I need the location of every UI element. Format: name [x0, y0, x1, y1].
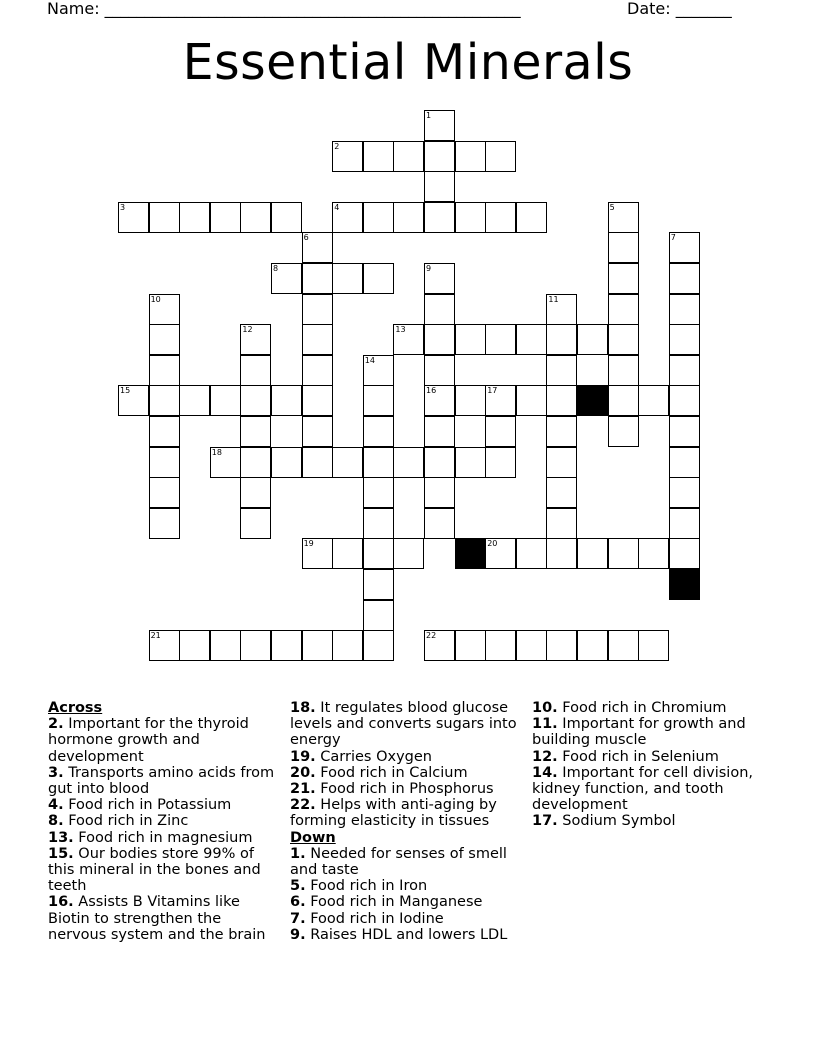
grid-cell[interactable]	[179, 202, 210, 233]
clue-item	[290, 894, 526, 910]
grid-cell[interactable]	[485, 538, 516, 569]
grid-cell[interactable]	[363, 141, 394, 172]
clue-number-label: 2	[334, 141, 340, 151]
clue-column-3	[532, 700, 772, 830]
clue-text: Transports amino acids from gut into blood	[48, 764, 275, 798]
clue-item	[290, 700, 526, 749]
grid-cell[interactable]	[669, 385, 700, 416]
grid-cell[interactable]	[424, 385, 455, 416]
grid-cell[interactable]	[393, 447, 424, 478]
grid-cell[interactable]	[363, 355, 394, 386]
clue-number: 12.	[532, 748, 558, 765]
grid-cell[interactable]	[546, 630, 577, 661]
grid-cell[interactable]	[302, 538, 333, 569]
clue-number: 8.	[48, 813, 64, 830]
clue-item	[48, 716, 276, 765]
grid-cell[interactable]	[485, 630, 516, 661]
grid-cell[interactable]	[424, 447, 455, 478]
clue-text: Raises HDL and lowers LDL	[305, 926, 508, 943]
grid-cell[interactable]	[546, 385, 577, 416]
grid-cell[interactable]	[455, 630, 486, 661]
grid-cell[interactable]	[210, 202, 241, 233]
clue-number-label: 21	[150, 631, 161, 641]
clue-item	[48, 830, 276, 846]
grid-cell[interactable]	[546, 477, 577, 508]
clue-number-label: 22	[426, 631, 437, 641]
grid-cell[interactable]	[546, 447, 577, 478]
clue-text: Food rich in Chromium	[557, 700, 727, 716]
grid-cell[interactable]	[302, 355, 333, 386]
clue-number-label: 12	[242, 325, 253, 335]
grid-cell[interactable]	[485, 416, 516, 447]
grid-cell[interactable]	[424, 416, 455, 447]
grid-cell[interactable]	[424, 110, 455, 141]
grid-cell[interactable]	[393, 324, 424, 355]
clue-number-label: 1	[426, 111, 432, 120]
grid-cell[interactable]	[302, 263, 333, 294]
clue-item	[290, 846, 526, 878]
grid-cell[interactable]	[271, 385, 302, 416]
clue-number: 11.	[532, 716, 558, 733]
clue-text: Food rich in Phosphorus	[315, 781, 494, 798]
grid-cell[interactable]	[240, 508, 271, 539]
clue-number-label: 4	[334, 202, 340, 212]
clue-item	[532, 749, 772, 765]
grid-cell[interactable]	[424, 202, 455, 233]
clue-text: Food rich in Iron	[305, 878, 428, 895]
grid-cell[interactable]	[516, 202, 547, 233]
grid-cell[interactable]	[240, 447, 271, 478]
grid-cell[interactable]	[240, 385, 271, 416]
clue-text: Food rich in magnesium	[73, 829, 253, 846]
clue-text: Needed for senses of smell and taste	[290, 845, 507, 879]
clue-number: 5.	[290, 878, 306, 895]
grid-cell[interactable]	[332, 630, 363, 661]
grid-cell[interactable]	[455, 447, 486, 478]
clue-number-label: 17	[487, 386, 498, 396]
grid-cell[interactable]	[455, 385, 486, 416]
clue-item	[290, 765, 526, 781]
grid-cell[interactable]	[210, 385, 241, 416]
grid-cell[interactable]	[363, 630, 394, 661]
grid-cell[interactable]	[149, 447, 180, 478]
grid-cell[interactable]	[608, 355, 639, 386]
grid-cell[interactable]	[302, 416, 333, 447]
grid-cell[interactable]	[302, 630, 333, 661]
clue-number-label: 19	[303, 539, 314, 549]
grid-cell[interactable]	[546, 416, 577, 447]
grid-cell[interactable]	[485, 202, 516, 233]
clue-number: 10.	[532, 700, 558, 716]
clue-text: Sodium Symbol	[557, 813, 676, 830]
clue-text: Important for growth and building muscle	[532, 716, 746, 749]
grid-cell[interactable]	[271, 630, 302, 661]
grid-cell[interactable]	[638, 385, 669, 416]
grid-cell[interactable]	[516, 385, 547, 416]
grid-cell[interactable]	[363, 263, 394, 294]
grid-cell[interactable]	[424, 508, 455, 539]
grid-cell[interactable]	[118, 202, 149, 233]
grid-cell[interactable]	[271, 447, 302, 478]
grid-cell[interactable]	[240, 355, 271, 386]
grid-cell[interactable]	[363, 538, 394, 569]
grid-cell[interactable]	[363, 477, 394, 508]
page-title: Essential Minerals	[182, 34, 634, 91]
grid-cell[interactable]	[608, 385, 639, 416]
grid-cell[interactable]	[608, 416, 639, 447]
clue-column-2	[290, 700, 526, 943]
grid-cell[interactable]	[179, 385, 210, 416]
grid-cell[interactable]	[149, 324, 180, 355]
grid-cell[interactable]	[240, 202, 271, 233]
grid-cell[interactable]	[302, 447, 333, 478]
clue-number-label: 14	[364, 355, 375, 365]
clue-number: 14.	[532, 764, 558, 781]
clue-text: Food rich in Potassium	[63, 797, 232, 814]
clue-item	[290, 878, 526, 894]
clue-text: Food rich in Iodine	[305, 910, 444, 927]
grid-cell[interactable]	[546, 355, 577, 386]
grid-cell[interactable]	[669, 294, 700, 325]
clue-number: 15.	[48, 845, 74, 862]
grid-cell[interactable]	[577, 324, 608, 355]
grid-cell[interactable]	[240, 416, 271, 447]
clue-number: 2.	[48, 716, 64, 733]
grid-cell[interactable]	[455, 202, 486, 233]
grid-cell[interactable]	[118, 385, 149, 416]
grid-cell[interactable]	[485, 385, 516, 416]
grid-cell[interactable]	[302, 232, 333, 263]
grid-cell[interactable]	[363, 447, 394, 478]
across-heading: Across	[48, 700, 103, 716]
black-cell	[577, 385, 608, 416]
clue-number-label: 10	[150, 294, 161, 304]
grid-cell[interactable]	[485, 141, 516, 172]
name-field-label: Name: ____________________________________________________	[47, 0, 521, 18]
grid-cell[interactable]	[455, 141, 486, 172]
grid-cell[interactable]	[149, 385, 180, 416]
clue-text: Food rich in Zinc	[63, 813, 189, 830]
clue-item	[48, 813, 276, 829]
grid-cell[interactable]	[424, 294, 455, 325]
date-field-label: Date: _______	[627, 0, 732, 18]
clue-item	[290, 749, 526, 765]
grid-cell[interactable]	[608, 538, 639, 569]
clue-number: 9.	[290, 926, 306, 943]
clue-item	[532, 716, 772, 748]
down-heading: Down	[290, 829, 336, 846]
clue-item	[290, 911, 526, 927]
grid-cell[interactable]	[149, 416, 180, 447]
grid-cell[interactable]	[485, 447, 516, 478]
grid-cell[interactable]	[669, 447, 700, 478]
grid-cell[interactable]	[638, 630, 669, 661]
clue-number: 20.	[290, 764, 316, 781]
grid-cell[interactable]	[516, 538, 547, 569]
clue-number-label: 7	[670, 233, 676, 243]
grid-cell[interactable]	[608, 294, 639, 325]
grid-cell[interactable]	[608, 324, 639, 355]
grid-cell[interactable]	[424, 630, 455, 661]
grid-cell[interactable]	[210, 630, 241, 661]
clue-text: Carries Oxygen	[315, 748, 432, 765]
clue-number: 6.	[290, 894, 306, 911]
clue-number-label: 13	[395, 325, 406, 335]
clue-number-label: 16	[426, 386, 437, 396]
grid-cell[interactable]	[424, 324, 455, 355]
grid-cell[interactable]	[210, 447, 241, 478]
grid-cell[interactable]	[669, 355, 700, 386]
grid-cell[interactable]	[332, 447, 363, 478]
clue-number-label: 9	[426, 264, 432, 273]
grid-cell[interactable]	[149, 355, 180, 386]
grid-cell[interactable]	[424, 477, 455, 508]
clue-number-label: 18	[211, 447, 222, 457]
grid-cell[interactable]	[669, 232, 700, 263]
grid-cell[interactable]	[363, 416, 394, 447]
grid-cell[interactable]	[332, 202, 363, 233]
grid-cell[interactable]	[669, 416, 700, 447]
clue-text: Food rich in Selenium	[557, 748, 719, 765]
grid-cell[interactable]	[332, 538, 363, 569]
clue-text: Helps with anti-aging by forming elasticity in tissues	[290, 797, 497, 830]
grid-cell[interactable]	[669, 477, 700, 508]
grid-cell[interactable]	[149, 202, 180, 233]
grid-cell[interactable]	[485, 324, 516, 355]
black-cell	[455, 538, 486, 569]
grid-cell[interactable]	[424, 355, 455, 386]
clue-text: Assists B Vitamins like Biotin to strengthen the nervous system and the brain	[48, 894, 266, 943]
grid-cell[interactable]	[240, 630, 271, 661]
grid-cell[interactable]	[577, 538, 608, 569]
clue-item	[532, 765, 772, 814]
clue-item	[290, 927, 526, 943]
grid-cell[interactable]	[424, 263, 455, 294]
clue-number-label: 20	[487, 539, 498, 549]
grid-cell[interactable]	[424, 171, 455, 202]
clue-number: 21.	[290, 781, 316, 798]
grid-cell[interactable]	[271, 263, 302, 294]
clue-number: 13.	[48, 829, 74, 846]
clue-text: Important for cell division, kidney function, and tooth development	[532, 764, 753, 814]
grid-cell[interactable]	[149, 630, 180, 661]
grid-cell[interactable]	[608, 263, 639, 294]
grid-cell[interactable]	[149, 477, 180, 508]
clue-number-label: 11	[548, 294, 559, 304]
clue-item	[48, 765, 276, 797]
clue-item	[48, 846, 276, 895]
clue-number: 17.	[532, 813, 558, 830]
grid-cell[interactable]	[669, 324, 700, 355]
clue-number-label: 8	[273, 264, 279, 273]
grid-cell[interactable]	[546, 508, 577, 539]
grid-cell[interactable]	[608, 202, 639, 233]
grid-cell[interactable]	[516, 324, 547, 355]
clue-text: It regulates blood glucose levels and converts sugars into energy	[290, 700, 517, 749]
grid-cell[interactable]	[516, 630, 547, 661]
clue-column-1	[48, 700, 276, 943]
grid-cell[interactable]	[332, 263, 363, 294]
clue-item	[532, 700, 772, 716]
grid-cell[interactable]	[302, 385, 333, 416]
grid-cell[interactable]	[240, 477, 271, 508]
clue-number: 4.	[48, 797, 64, 814]
grid-cell[interactable]	[271, 202, 302, 233]
clue-text: Food rich in Manganese	[305, 894, 483, 911]
grid-cell[interactable]	[669, 538, 700, 569]
grid-cell[interactable]	[546, 538, 577, 569]
grid-cell[interactable]	[546, 294, 577, 325]
clue-item	[290, 781, 526, 797]
clue-number-label: 15	[120, 386, 131, 396]
clue-number: 16.	[48, 894, 74, 911]
clue-item	[48, 894, 276, 943]
grid-cell[interactable]	[240, 324, 271, 355]
black-cell	[669, 569, 700, 600]
clue-number: 1.	[290, 845, 306, 862]
grid-cell[interactable]	[393, 538, 424, 569]
clue-number: 3.	[48, 764, 64, 781]
clue-number: 18.	[290, 700, 316, 716]
clue-number: 19.	[290, 748, 316, 765]
grid-cell[interactable]	[393, 141, 424, 172]
grid-cell[interactable]	[363, 508, 394, 539]
clue-number: 7.	[290, 910, 306, 927]
clue-text: Important for the thyroid hormone growth and development	[48, 716, 249, 765]
grid-cell[interactable]	[363, 202, 394, 233]
grid-cell[interactable]	[424, 141, 455, 172]
clue-item	[290, 797, 526, 829]
clue-number-label: 5	[609, 202, 615, 212]
grid-cell[interactable]	[546, 324, 577, 355]
grid-cell[interactable]	[149, 294, 180, 325]
grid-cell[interactable]	[363, 600, 394, 631]
clue-number-label: 6	[303, 233, 309, 243]
grid-cell[interactable]	[302, 294, 333, 325]
clue-item	[532, 813, 772, 829]
grid-cell[interactable]	[455, 324, 486, 355]
grid-cell[interactable]	[302, 324, 333, 355]
grid-cell[interactable]	[608, 630, 639, 661]
grid-cell[interactable]	[149, 508, 180, 539]
grid-cell[interactable]	[608, 232, 639, 263]
grid-cell[interactable]	[669, 263, 700, 294]
clue-text: Our bodies store 99% of this mineral in the bones and teeth	[48, 845, 261, 895]
grid-cell[interactable]	[363, 385, 394, 416]
grid-cell[interactable]	[332, 141, 363, 172]
clue-number-label: 3	[120, 202, 126, 212]
grid-cell[interactable]	[577, 630, 608, 661]
grid-cell[interactable]	[393, 202, 424, 233]
grid-cell[interactable]	[669, 508, 700, 539]
clue-item	[48, 797, 276, 813]
grid-cell[interactable]	[179, 630, 210, 661]
grid-cell[interactable]	[638, 538, 669, 569]
clue-text: Food rich in Calcium	[315, 764, 468, 781]
clue-number: 22.	[290, 797, 316, 814]
grid-cell[interactable]	[363, 569, 394, 600]
